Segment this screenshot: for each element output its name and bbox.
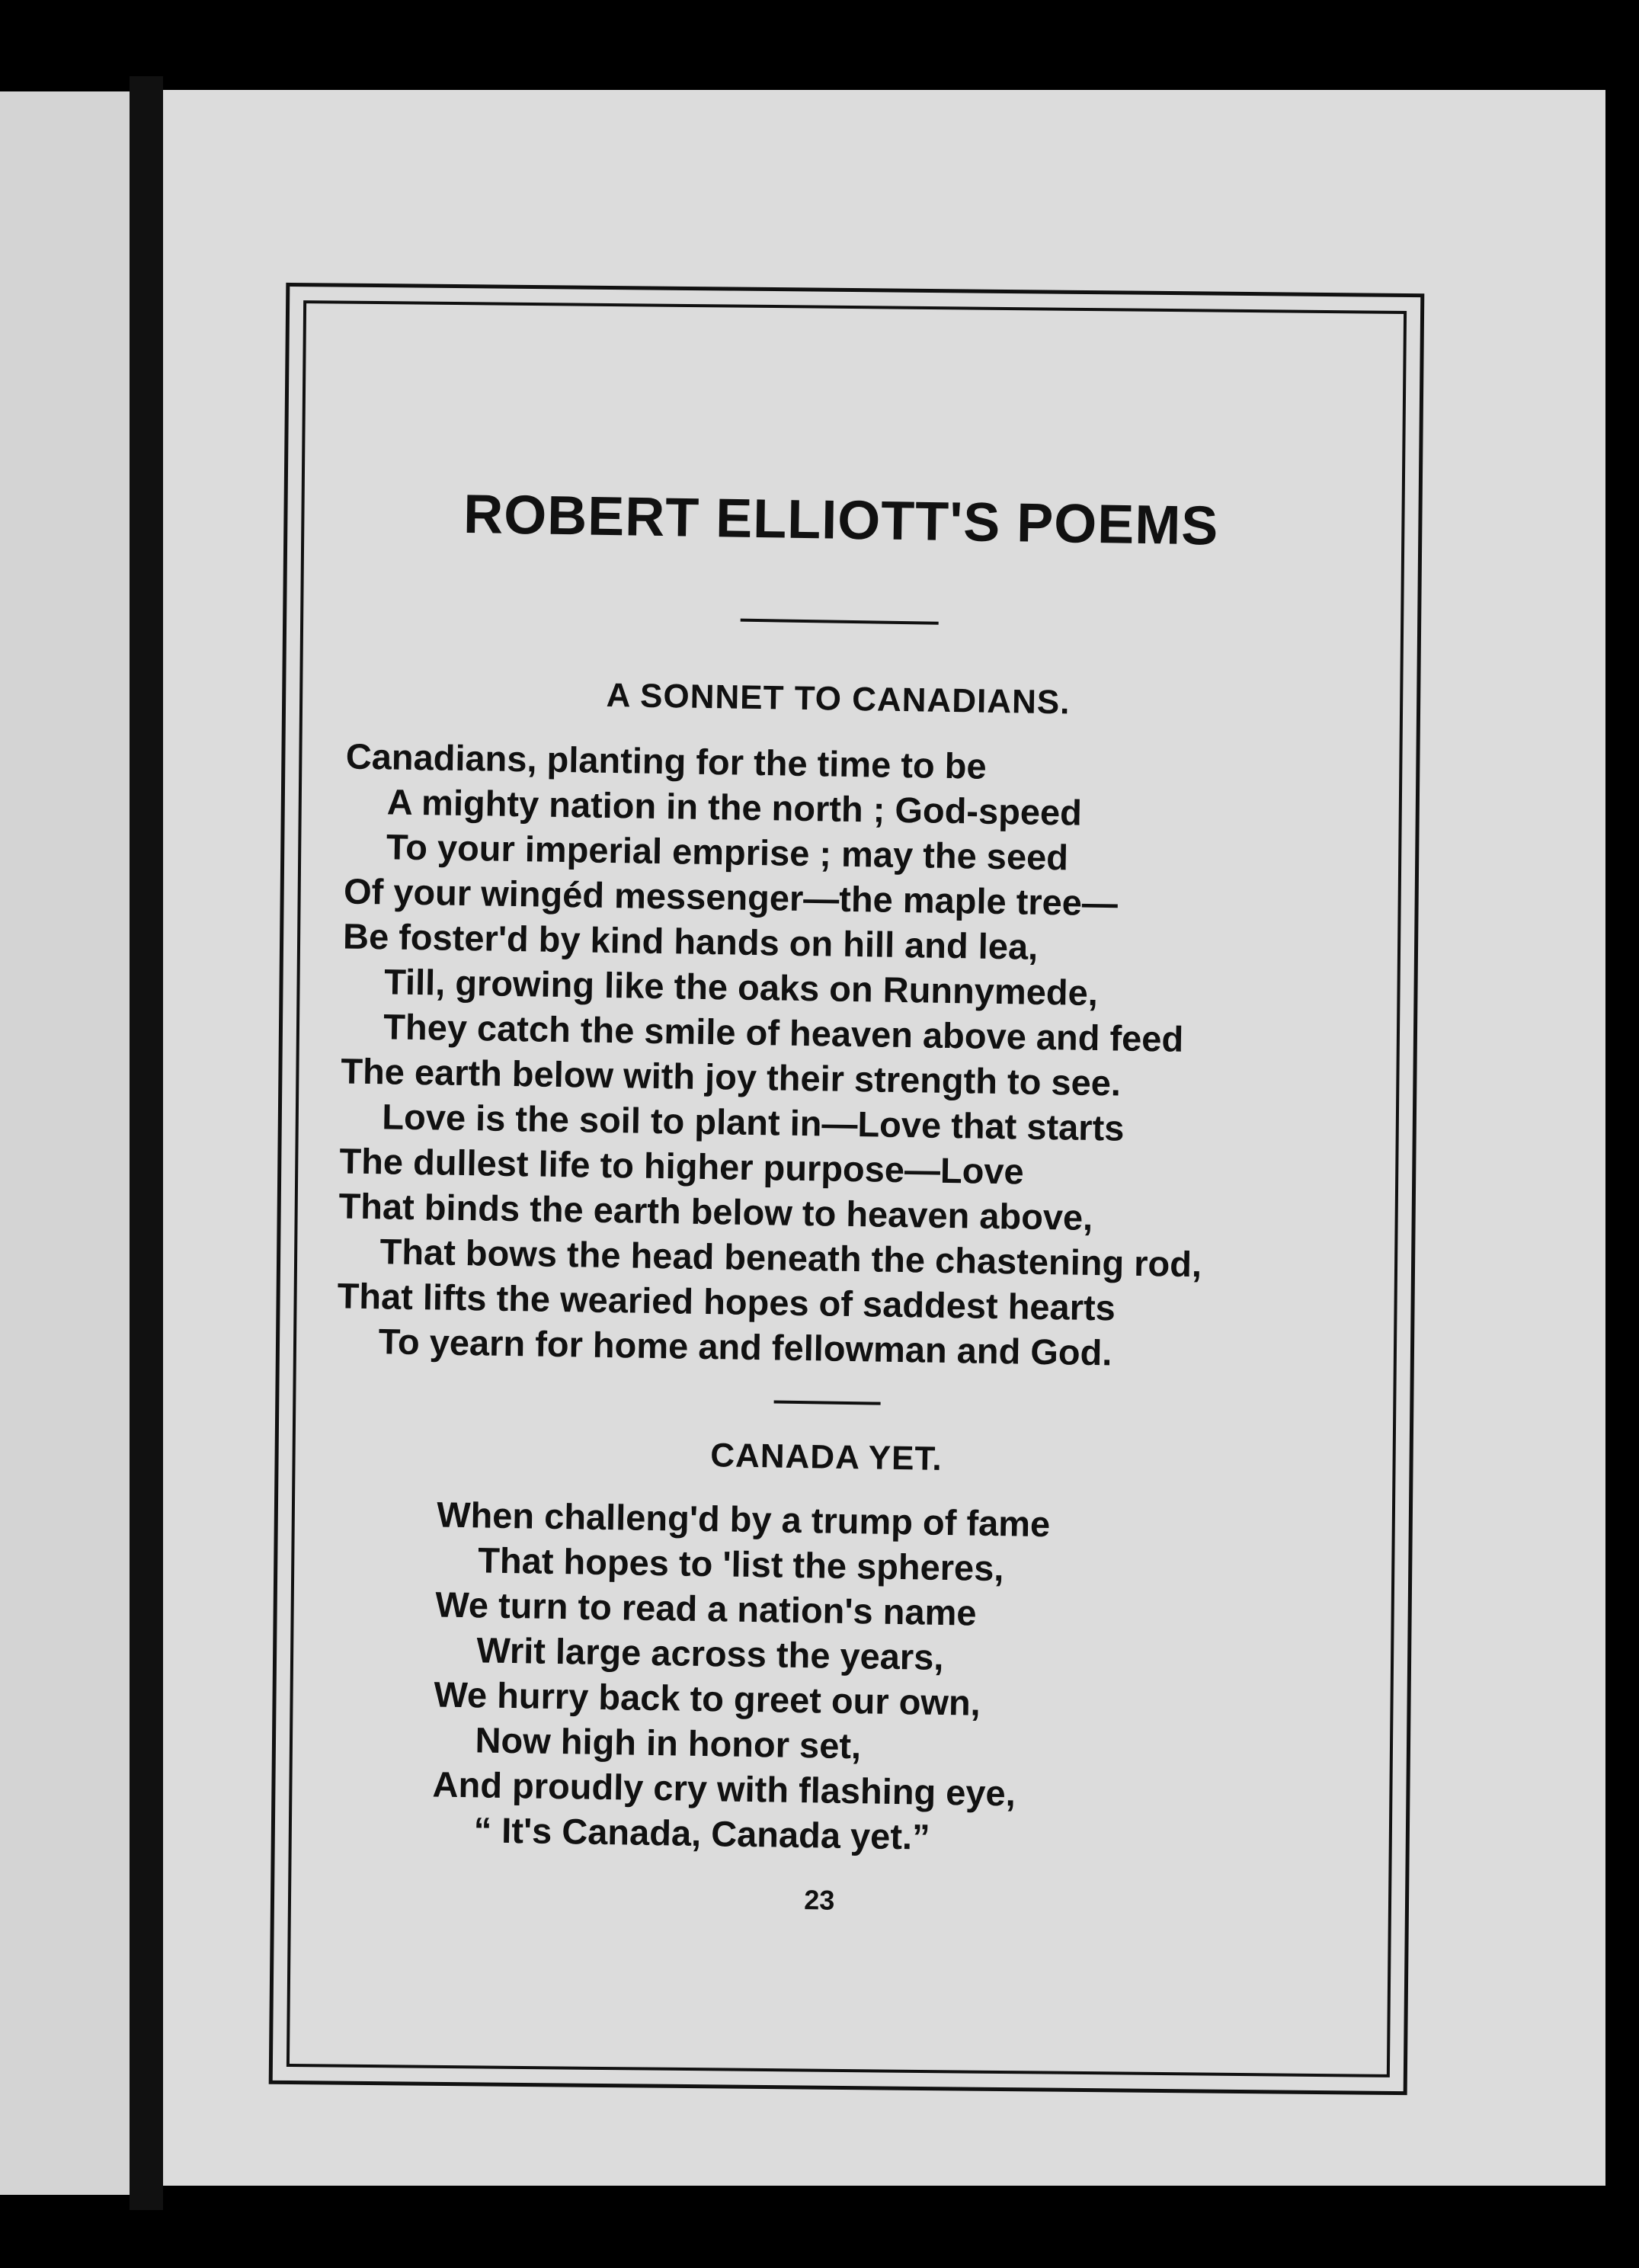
page-content [251, 457, 1410, 1925]
poem-line: When challeng'd by a trump of fame [436, 1494, 1051, 1545]
poem-line: The dullest life to higher purpose—Love [339, 1140, 1025, 1192]
book-title: ROBERT ELLIOTT'S POEMS [463, 483, 1219, 557]
poem-line: And proudly cry with flashing eye, [432, 1763, 1016, 1814]
poem-line: That lifts the wearied hopes of saddest hearts [337, 1275, 1116, 1328]
poem-title-sonnet: A SONNET TO CANADIANS. [606, 676, 1071, 722]
poem-line: Of your wingéd messenger—the maple tree— [343, 870, 1119, 924]
facing-page-edge [0, 91, 130, 2195]
poem-line: “ It's Canada, Canada yet.” [473, 1809, 930, 1857]
poem-line: They catch the smile of heaven above and feed [383, 1006, 1184, 1059]
poem-line: Be foster'd by kind hands on hill and lea, [342, 915, 1039, 967]
poem-line: We turn to read a nation's name [434, 1584, 977, 1633]
poem-line: The earth below with joy their strength to see. [340, 1050, 1122, 1104]
poem-line: Canadians, planting for the time to be [345, 735, 988, 786]
poem-line: That binds the earth below to heaven above, [338, 1185, 1093, 1238]
poem-line: A mighty nation in the north ; God-speed [386, 781, 1083, 833]
poem-title-canada-yet: CANADA YET. [709, 1437, 943, 1478]
poem-sonnet-lines [336, 734, 1405, 1380]
poem-canada-yet-lines [431, 1492, 1393, 1867]
poem-line: To your imperial emprise ; may the seed [386, 826, 1069, 878]
poem-line: To yearn for home and fellowman and God. [378, 1321, 1112, 1373]
poem-line: That hopes to 'list the spheres, [477, 1539, 1004, 1589]
poem-line: That bows the head beneath the chastening rod, [379, 1231, 1202, 1285]
poem-line: Till, growing like the oaks on Runnymede, [383, 961, 1099, 1014]
title-divider [741, 619, 939, 625]
page-number: 23 [804, 1884, 835, 1916]
book-spine [130, 76, 163, 2210]
poem-line: Now high in honor set, [475, 1719, 862, 1767]
poem-line: We hurry back to greet our own, [434, 1674, 981, 1723]
poem-divider [774, 1400, 881, 1405]
poem-line: Love is the soil to plant in—Love that starts [382, 1096, 1125, 1148]
poem-line: Writ large across the years, [476, 1629, 944, 1677]
